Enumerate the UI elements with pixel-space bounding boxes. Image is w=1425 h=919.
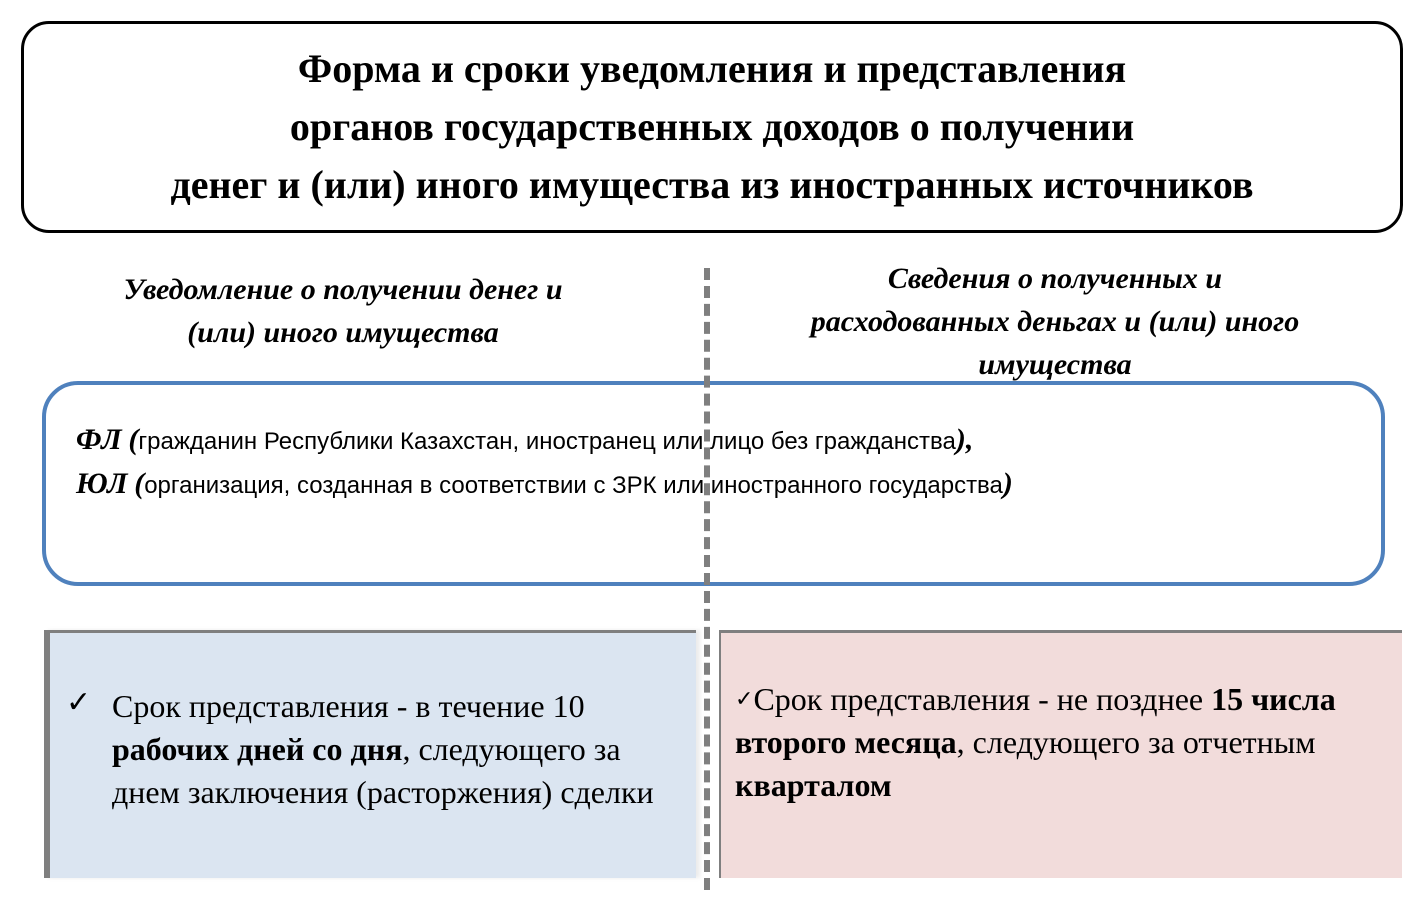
report-deadline-bold-2: кварталом: [735, 767, 892, 803]
notification-deadline-panel: [44, 630, 696, 878]
column-divider: [704, 268, 710, 890]
report-heading: [740, 257, 1370, 386]
title-line-2: органов государственных доходов о получении: [289, 104, 1135, 149]
checkmark-icon: ✓: [66, 686, 92, 719]
subject-legal-entity-open-paren: (: [134, 467, 145, 500]
subjects-box: [42, 381, 1385, 586]
report-deadline-text: [735, 677, 1375, 807]
checkmark-icon: ✓: [735, 686, 754, 711]
notification-heading: [60, 268, 626, 354]
notification-heading-line-1: Уведомление о получении денег и: [123, 273, 563, 306]
report-deadline-part-1: Срок представления - не позднее: [753, 681, 1212, 717]
title-line-1: Форма и сроки уведомления и представления: [297, 46, 1127, 91]
subject-legal-entity: [76, 463, 1381, 507]
notification-deadline-bold: рабочих дней со дня: [112, 731, 403, 767]
notification-deadline-text: [112, 685, 682, 814]
report-heading-line-3: имущества: [978, 348, 1132, 381]
subject-legal-entity-text: организация, созданная в соответствии с ЗРК или иностранного государства: [144, 472, 1003, 499]
report-deadline-panel: [719, 630, 1402, 878]
subject-individual: [76, 419, 1381, 463]
report-deadline-bold-1: 15 числа второго месяца: [735, 681, 1336, 760]
subject-individual-open-paren: (: [128, 423, 139, 456]
subject-individual-close-paren: ),: [955, 423, 974, 456]
subject-legal-entity-close-paren: ): [1002, 467, 1013, 500]
subject-individual-text: гражданин Республики Казахстан, иностранец или лицо без гражданства: [138, 428, 956, 455]
subject-legal-entity-abbr: ЮЛ: [76, 467, 128, 500]
title-line-3: денег и (или) иного имущества из иностранных источников: [170, 162, 1254, 207]
subject-individual-abbr: ФЛ: [76, 423, 122, 456]
title-box: [21, 21, 1403, 233]
report-heading-line-2: расходованных деньгах и (или) иного: [810, 305, 1300, 338]
report-heading-line-1: Сведения о полученных и: [887, 262, 1223, 295]
report-deadline-part-2: , следующего за отчетным: [956, 724, 1316, 760]
notification-deadline-part-2: , следующего за днем заключения (расторжения) сделки: [112, 731, 654, 810]
notification-heading-line-2: (или) иного имущества: [187, 316, 499, 349]
notification-deadline-part-1: Срок представления - в течение 10: [112, 688, 585, 724]
